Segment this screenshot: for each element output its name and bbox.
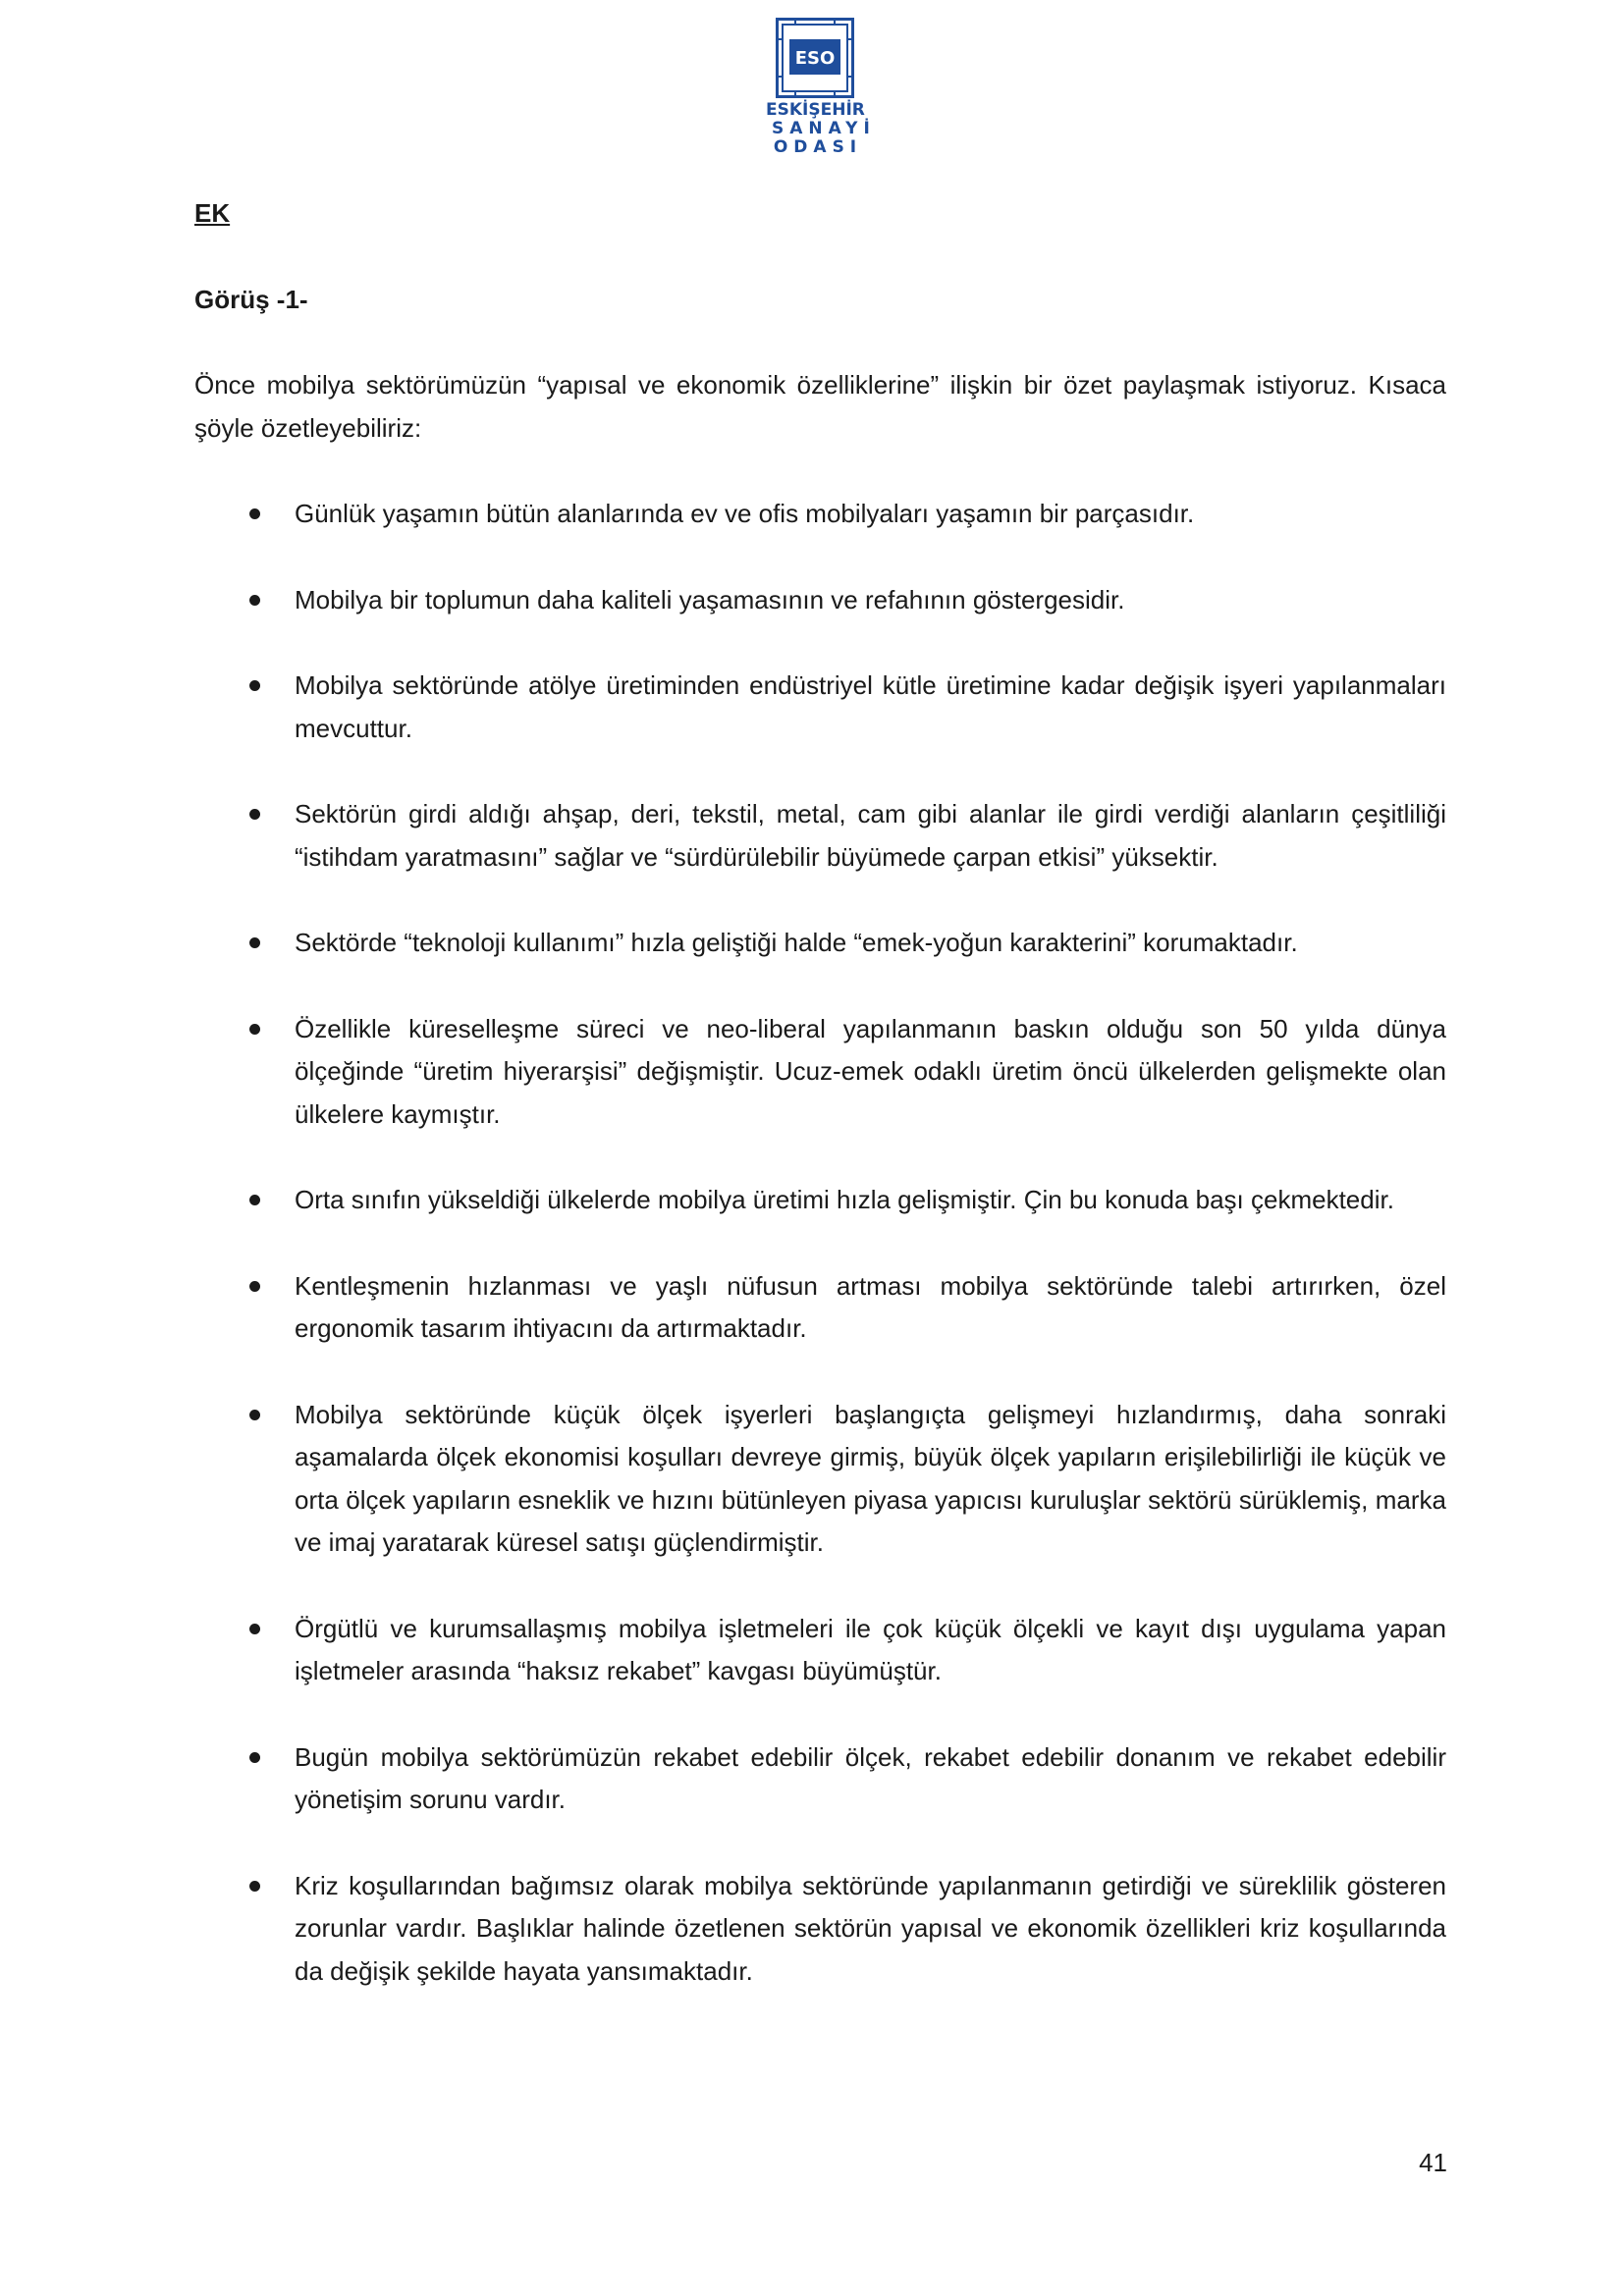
bullet-dot-icon: [249, 1624, 260, 1634]
bullet-text: Kriz koşullarından bağımsız olarak mobilya sektöründe yapılanmanın getirdiği ve süreklilik gösteren zorunlar vardır. Başlıklar halinde özetlenen sektörün yapısal ve ekonomik özellikleri kriz koşullarında da değişik şekilde hayata yansımaktadır.: [295, 1870, 1446, 1986]
bullet-dot-icon: [249, 937, 260, 948]
bullet-dot-icon: [249, 1281, 260, 1292]
logo-line-odasi: ODASI: [773, 137, 863, 157]
bullet-list: [194, 493, 1446, 1993]
bullet-dot-icon: [249, 1881, 260, 1892]
bullet-text: Sektörde “teknoloji kullanımı” hızla geliştiği halde “emek-yoğun karakterini” korumaktadır.: [295, 928, 1298, 957]
bullet-item: [194, 1394, 1446, 1565]
bullet-text: Sektörün girdi aldığı ahşap, deri, tekstil, metal, cam gibi alanlar ile girdi verdiği alanların çeşitliliği “istihdam yaratmasını” sağlar ve “sürdürülebilir büyümede çarpan etkisi” yüksektir.: [295, 799, 1446, 872]
bullet-text: Günlük yaşamın bütün alanlarında ev ve ofis mobilyaları yaşamın bir parçasıdır.: [295, 499, 1195, 528]
bullet-text: Mobilya sektöründe küçük ölçek işyerleri başlangıçta gelişmeyi hızlandırmış, daha sonraki aşamalarda ölçek ekonomisi koşulları devreye girmiş, büyük ölçek yapıların erişilebilirliği ile küçük ve orta ölçek yapıların esneklik ve hızını bütünleyen piyasa yapıcısı kuruluşlar sektörü sürüklemiş, marka ve imaj yaratarak küresel satışı güçlendirmiştir.: [295, 1399, 1446, 1557]
bullet-item: [194, 1179, 1446, 1222]
eso-logo: [766, 18, 876, 157]
intro-paragraph: Önce mobilya sektörümüzün “yapısal ve ekonomik özelliklerine” ilişkin bir özet paylaşmak istiyoruz. Kısaca şöyle özetleyebiliriz:: [194, 370, 1446, 443]
bullet-item: [194, 1865, 1446, 1994]
bullet-dot-icon: [249, 1752, 260, 1763]
bullet-dot-icon: [249, 1024, 260, 1035]
logo-line-sanayi: SANAYİ: [772, 119, 876, 138]
bullet-dot-icon: [249, 1410, 260, 1420]
opinion-heading: Görüş -1-: [194, 284, 308, 314]
logo-badge-text: ESO: [794, 48, 836, 69]
bullet-item: [194, 1608, 1446, 1693]
document-body: [194, 192, 1446, 2036]
bullet-item: [194, 579, 1446, 622]
bullet-text: Bugün mobilya sektörümüzün rekabet edebilir ölçek, rekabet edebilir donanım ve rekabet edebilir yönetişim sorunu vardır.: [295, 1741, 1446, 1814]
bullet-dot-icon: [249, 595, 260, 606]
page-number: 41: [1419, 2148, 1447, 2177]
bullet-item: [194, 665, 1446, 750]
section-label: EK: [194, 198, 231, 228]
logo-line-city: ESKİŞEHİR: [766, 100, 865, 120]
bullet-text: Mobilya sektöründe atölye üretiminden endüstriyel kütle üretimine kadar değişik işyeri yapılanmaları mevcuttur.: [295, 670, 1446, 743]
bullet-dot-icon: [249, 1195, 260, 1205]
bullet-dot-icon: [249, 508, 260, 519]
bullet-text: Özellikle küreselleşme süreci ve neo-liberal yapılanmanın baskın olduğu son 50 yılda dünya ölçeğinde “üretim hiyerarşisi” değişmiştir. Ucuz-emek odaklı üretim öncü ülkelerden gelişmekte olan ülkelere kaymıştır.: [295, 1013, 1446, 1129]
bullet-text: Örgütlü ve kurumsallaşmış mobilya işletmeleri ile çok küçük ölçekli ve kayıt dışı uygulama yapan işletmeler arasında “haksız rekabet” kavgası büyümüştür.: [295, 1613, 1446, 1685]
bullet-item: [194, 922, 1446, 965]
bullet-text: Kentleşmenin hızlanması ve yaşlı nüfusun artması mobilya sektöründe talebi artırırken, özel ergonomik tasarım ihtiyacını da artırmaktadır.: [295, 1270, 1446, 1343]
eso-emblem-icon: [776, 18, 854, 98]
bullet-item: [194, 1736, 1446, 1822]
bullet-item: [194, 793, 1446, 879]
bullet-text: Orta sınıfın yükseldiği ülkelerde mobilya üretimi hızla gelişmiştir. Çin bu konuda başı çekmektedir.: [295, 1185, 1394, 1214]
bullet-dot-icon: [249, 809, 260, 820]
bullet-dot-icon: [249, 680, 260, 691]
bullet-item: [194, 1265, 1446, 1351]
bullet-item: [194, 493, 1446, 536]
bullet-item: [194, 1008, 1446, 1137]
bullet-text: Mobilya bir toplumun daha kaliteli yaşamasının ve refahının göstergesidir.: [295, 584, 1125, 614]
